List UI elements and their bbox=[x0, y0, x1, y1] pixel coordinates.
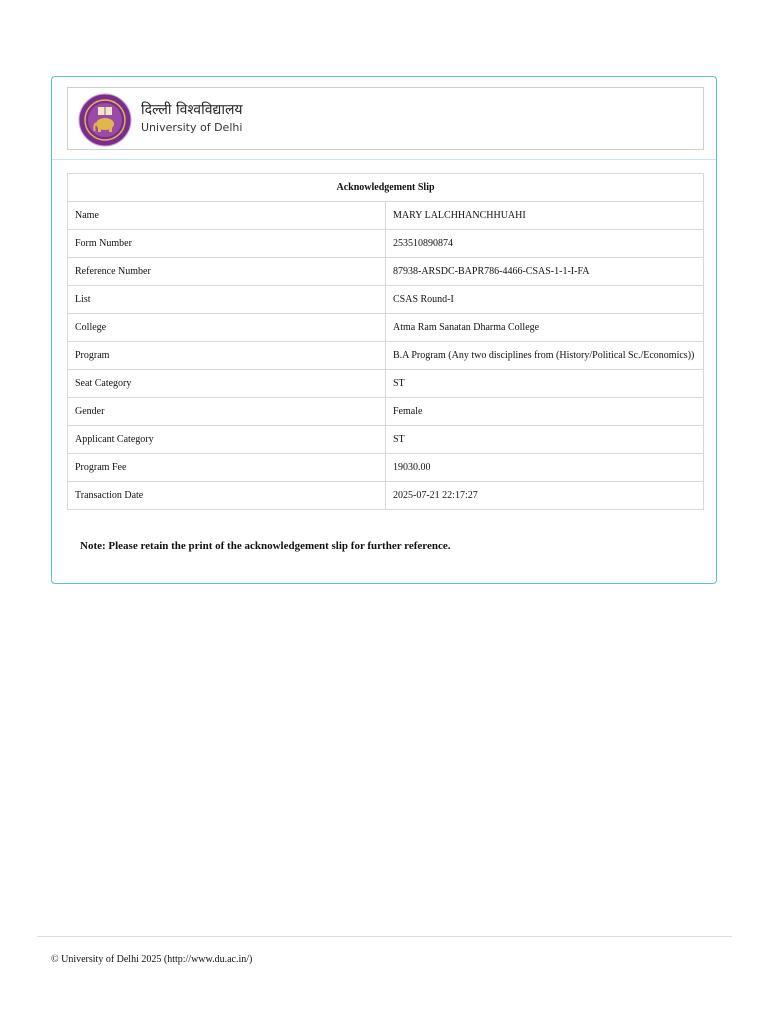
row-value: Atma Ram Sanatan Dharma College bbox=[386, 314, 704, 342]
university-name-hindi: दिल्ली विश्वविद्यालय bbox=[141, 102, 243, 118]
table-row bbox=[68, 370, 704, 398]
row-value: 19030.00 bbox=[386, 454, 704, 482]
footer-divider bbox=[37, 936, 732, 937]
row-label: Form Number bbox=[68, 230, 386, 258]
table-row bbox=[68, 426, 704, 454]
acknowledgement-table bbox=[67, 173, 704, 510]
row-value: 2025-07-21 22:17:27 bbox=[386, 482, 704, 510]
table-row bbox=[68, 202, 704, 230]
row-label: Gender bbox=[68, 398, 386, 426]
row-label: Program Fee bbox=[68, 454, 386, 482]
table-row bbox=[68, 454, 704, 482]
row-label: Transaction Date bbox=[68, 482, 386, 510]
table-row bbox=[68, 482, 704, 510]
row-value: ST bbox=[386, 370, 704, 398]
table-row bbox=[68, 258, 704, 286]
row-label: College bbox=[68, 314, 386, 342]
row-label: Seat Category bbox=[68, 370, 386, 398]
table-row bbox=[68, 286, 704, 314]
table-row bbox=[68, 230, 704, 258]
header-divider bbox=[52, 159, 716, 160]
row-value: 87938-ARSDC-BAPR786-4466-CSAS-1-1-I-FA bbox=[386, 258, 704, 286]
retention-note: Note: Please retain the print of the acknowledgement slip for further reference. bbox=[80, 540, 451, 552]
row-label: List bbox=[68, 286, 386, 314]
slip-title: Acknowledgement Slip bbox=[68, 174, 704, 202]
acknowledgement-card bbox=[51, 76, 717, 584]
table-row bbox=[68, 342, 704, 370]
row-label: Name bbox=[68, 202, 386, 230]
university-header bbox=[67, 87, 704, 150]
row-value: MARY LALCHHANCHHUAHI bbox=[386, 202, 704, 230]
university-name-english: University of Delhi bbox=[141, 121, 243, 134]
row-value: ST bbox=[386, 426, 704, 454]
footer-copyright: © University of Delhi 2025 (http://www.du.ac.in/) bbox=[51, 954, 253, 965]
row-label: Reference Number bbox=[68, 258, 386, 286]
row-label: Applicant Category bbox=[68, 426, 386, 454]
row-value: B.A Program (Any two disciplines from (History/Political Sc./Economics)) bbox=[386, 342, 704, 370]
row-label: Program bbox=[68, 342, 386, 370]
table-row bbox=[68, 314, 704, 342]
row-value: 253510890874 bbox=[386, 230, 704, 258]
row-value: CSAS Round-I bbox=[386, 286, 704, 314]
row-value: Female bbox=[386, 398, 704, 426]
table-row bbox=[68, 398, 704, 426]
university-seal-icon bbox=[78, 93, 132, 147]
